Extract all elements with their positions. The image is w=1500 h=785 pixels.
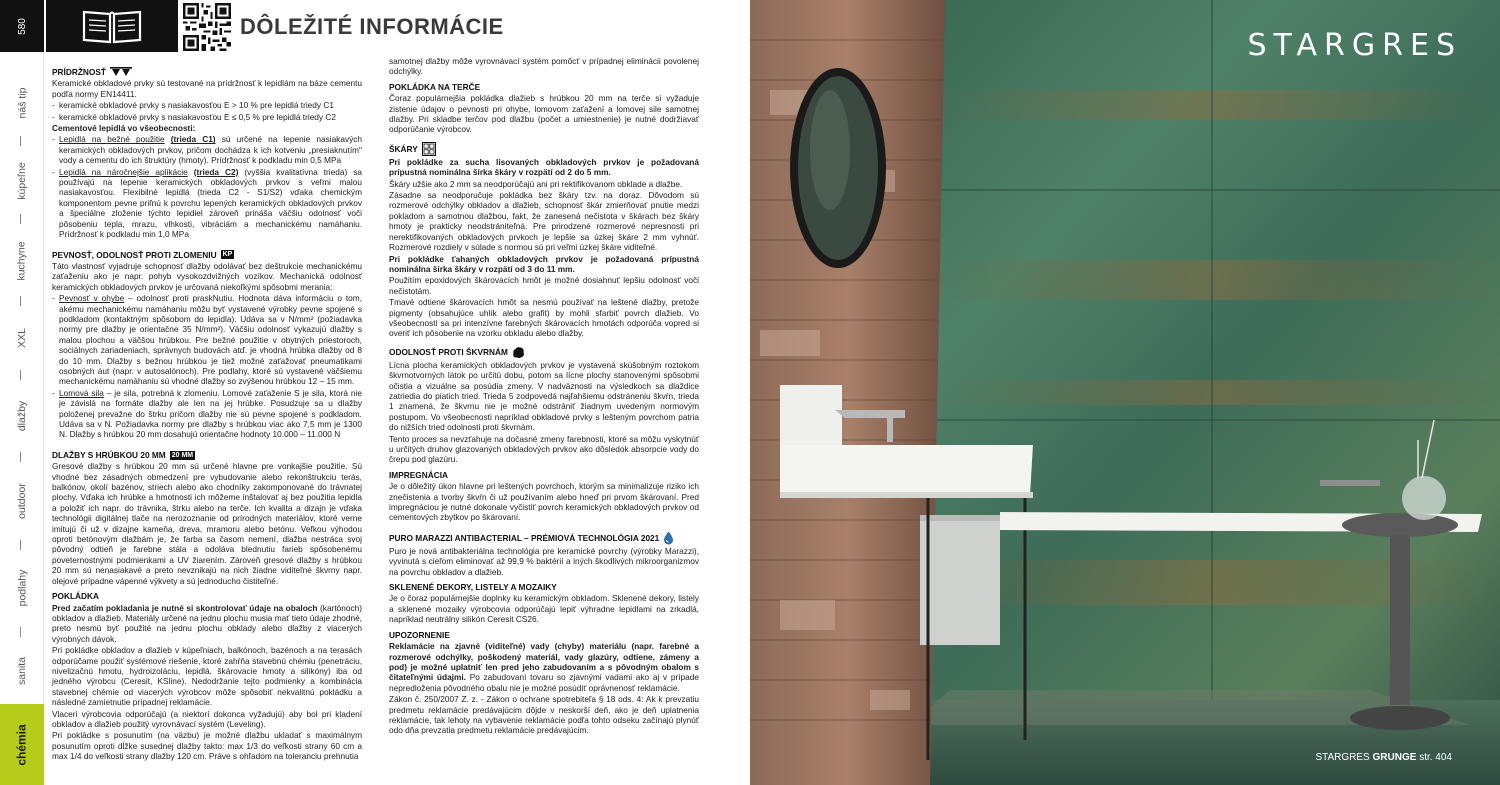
tab-separator [20, 136, 21, 146]
section-heading-pokladka: POKLÁDKA [52, 591, 100, 602]
tab-separator [20, 214, 21, 224]
tab-chemia[interactable]: chémia [0, 704, 44, 785]
tab-separator [20, 540, 21, 550]
section-heading-antibacterial: PURO MARAZZI ANTIBACTERIAL – PRÉMIOVÁ TECHNOLÓGIA 2021 [389, 531, 699, 545]
tab-dlazby[interactable]: dlažby [15, 400, 28, 432]
tab-sanita[interactable]: sanita [16, 656, 28, 686]
tab-separator [20, 296, 21, 306]
section-heading-dlazby-20mm: DLAŽBY S HRÚBKOU 20 MM 20 MM [52, 449, 194, 460]
stargres-logo: STARGRES [1247, 28, 1462, 63]
tab-kuchyne[interactable]: kuchyne [15, 241, 28, 281]
list-item: - Lepidlá na náročnejšie aplikácie (trieda C2) (vyššia kvalitatívna trieda) sa používajú na lepenie keramických obkladových prvkov s veľmi malou nasiakavosťou. Flexibilné lepidlá (trieda C2 - S1/S2) vďaka chemickým komponentom pevne priľnú k povrchu lepených keramických obkladových prvkov a špeciálne zloženie týchto lepidiel zároveň prináša väčšiu odolnosť voči pôsobeniu tepla, mrazu, vlhkosti, vibráciám a mechanickému namáhaniu. Prídržnosť k podkladu min 1,0 MPa [52, 167, 362, 240]
paragraph: Pri pokládke obkladov a dlažieb v kúpeľniach, balkónoch, bazénoch a na terasách odporúčame použiť systémové riešenie, ktoré zahŕňa stavebnú chémiu (penetráciu, nivelizačnú hmotu, hydroizoláciu, lepidlá, škárovacie hmoty a silikóny) iba od jedného výrobcu (Ceresit, KSline). Nedodržanie tejto podmienky a kombinácia stavebnej chémie od viacerých výrobcov môže spôsobiť nekvalitnú pokládku a následné zamietnutie prípadnej reklamácie. [52, 645, 362, 708]
section-heading-terce: POKLÁDKA NA TERČE [389, 81, 481, 92]
paragraph: Táto vlastnosť vyjadruje schopnosť dlažby odolávať bez deštrukcie mechanickému zaťaženiu ako je napr. pohyb vysokozdvižných vozíkov. Mechanická odolnosť keramických obkladových prvkov je určovaná niekoľkými spôsobmi merania: [52, 260, 362, 292]
stain-icon [512, 346, 525, 359]
paragraph: Zásadne sa neodporučuje pokládka bez škáry tzv. na doraz. Dôvodom sú rozmerové odchýlky obkladov a dlažieb, schopnosť škár zmierňovať pnutie medzi pokladom a samotnou dlažbou, fakt, že zanesená nečistota v škárach bez škáry hmoty je prakticky neodstrániteľná. Pre prirodzené rozmerové nepresnosti pri nerektifikovaných obkladových prvkoch je lepšie sa úzkej škáre 2 mm vyhnúť. Rozmerové rozdiely v súlade s normou sú pri veľmi úzkej škáre viditeľné. [389, 190, 699, 253]
bathroom-scene-illustration [750, 0, 1500, 785]
page-title: DÔLEŽITÉ INFORMÁCIE [240, 14, 504, 39]
water-drop-icon [663, 531, 674, 545]
section-heading-upozornenie: UPOZORNENIE [389, 629, 450, 640]
subheading: Cementové lepidlá vo všeobecnosti: [52, 123, 196, 134]
section-heading-pridrznost: PRÍDRŽNOSŤ [52, 67, 362, 77]
paragraph: Gresové dlažby s hrúbkou 20 mm sú určené hlavne pre vonkajšie použitie. Sú vhodné bez zásadných obmedzení pre vybudovanie alebo rekonštrukciu terás, balkónov, okolí bazénov, striech alebo ako chodníky zakomponované do trávnatej plochy. Vďaka ich hrúbke a hmotnosti ich môžeme inštalovať aj bez použitia lepidla a položiť ich napr. do trávnika, štrku alebo na terče. Ich kvalita a dizajn je vďaka technológii digitálnej tlače na nerozoznanie od prírodných materiálov, ktoré verne imitujú či už v dizajne kameňa, dreva, mramoru alebo betónu. Veľkou výhodou oproti betónovým dlažbám je, že farba sa časom nemení, dlažba nestráca svoj pôvodný odtieň je farebne stála a odoláva blednutiu farieb spôsobenému poveternostnými podmienkami a UV žiarením. Zároveň gresové dlažby s hrúbkou 20 mm sú nenasiakavé a preto nevznikajú na nich žiadne viditeľné škvrny napr. olejové prípadne vápenné výkvety a sú jednoducho čistiteľné. [52, 461, 362, 586]
tab-xxl[interactable]: XXL [15, 328, 28, 348]
product-photo [750, 0, 1500, 785]
tab-outdoor[interactable]: outdoor [16, 483, 28, 519]
paragraph: Puro je nová antibakteriálna technológia pre keramické povrchy (výrobky Marazzi), vyvinutá s cieľom eliminovať až 99,9 % baktérií a iných škodlivých mikroorganizmov na povrchu obkladov a dlažieb. [389, 545, 699, 577]
paragraph: Tmavé odtiene škárovacích hmôt sa nesmú používať na leštené dlažby, pretože pigmenty (obsahujúce uhlík alebo grafit) by mohli sfarbiť povrch dlažieb. Vo všeobecnosti sa pri intenzívne farebných škárovacích hmotách odporúča vopred si overiť ich pôsobenie na vzorku obkladu alebo dlažby. [389, 297, 699, 339]
page-number: 580 [0, 0, 44, 52]
tab-separator [20, 370, 21, 380]
thickness-badge: 20 MM [171, 451, 194, 459]
photo-caption: STARGRES GRUNGE str. 404 [1315, 752, 1452, 763]
adhesion-icon [110, 67, 132, 77]
section-heading-skvrny: ODOLNOSŤ PROTI ŠKVRNÁM [389, 346, 699, 359]
paragraph: Škáry užšie ako 2 mm sa neodporúčajú ani pri rektifikovanom obklade a dlažbe. [389, 178, 683, 189]
list-item: - keramické obkladové prvky s nasiakavosťou E ≤ 0,5 % pre lepidlá triedy C2 [52, 112, 362, 122]
section-heading-pevnost: PEVNOSŤ, ODOLNOSŤ PROTI ZLOMENIU KP [52, 249, 233, 260]
tab-nas-tip[interactable]: náš tip [16, 87, 28, 119]
joint-grid-icon [422, 142, 436, 156]
paragraph: Pri pokládke ťahaných obkladových prvkov je požadovaná prípustná nominálna šírka škáry v rozpätí od 3 do 11 mm. [389, 253, 699, 274]
paragraph: Pri pokládke za sucha lisovaných obkladových prvkov je požadovaná prípustná nominálna šírka škáry v rozpätí od 2 do 5 mm. [389, 156, 699, 178]
list-item: - Lomová sila – je sila, potrebná k zlomeniu. Lomové zaťaženie S je sila, ktorá nie je závislá na formáte dlažby ale len na jej hrúbke. Posudzuje sa u dlažby položenej prevažne do štrku pričom dlažby nie sú pevne spojené s podkladom. Udáva sa v N. Požiadavka normy pre dlažby s hrúbkou viac ako 7,5 mm je 1300 N. Dlažby s hrúbkou 20 mm dosahujú orientačne hodnoty 10.000 – 11.000 N [52, 388, 362, 440]
paragraph: Čoraz populárnejšia pokládka dlažieb s hrúbkou 20 mm na terče si vyžaduje zistenie údajov o pevnosti pri ohybe, lomovom zaťažení a lomovej sile samotnej dlažby. Pri skladbe terčov pod dlažbu (počet a umiestnenie) je nutné dodržiavať odporúčanie výrobcov. [389, 93, 699, 135]
strength-badge: KP [222, 251, 233, 259]
paragraph: Pred začatím pokladania je nutné si skontrolovať údaje na obaloch (kartónoch) obkladov a dlažieb. Materiály určené na jednu plochu musia mať tieto údaje zhodné, preto nesmú byť použité na jednu plochu obklady alebo dlažby z viacerých výrobných dávok. [52, 602, 362, 644]
book-icon [46, 0, 178, 52]
section-heading-skary: ŠKÁRY [389, 142, 699, 156]
paragraph: Je o čoraz populárnejšie doplnky ku keramickým obkladom. Sklenené dekory, listely a sklenené mozaiky výrobcovia odporúčajú lepiť výhradne lepidlami na zrkadlá, napríklad neutrálny silikón Ceresit CS26. [389, 593, 699, 625]
paragraph: Pri pokládke s posunutím (na väzbu) je možné dlažbu ukladať s maximálnym posunutím oproti dĺžke susednej dlažby takto: max 1/3 do veľkosti strany 60 cm a max 1/4 do veľkosti strany dlažby 120 cm. Práve s ohľadom na toleranciu prehnutia [52, 730, 362, 762]
text-column-left [52, 62, 362, 763]
paragraph: Keramické obkladové prvky sú testované na prídržnosť k lepidlám na báze cementu podľa normy EN14411. [52, 78, 362, 99]
paragraph: Je o dôležitý úkon hlavne pri leštených povrchoch, ktorým sa minimalizuje riziko ich znečistenia a tvorby škvŕn či už používaním alebo hneď pri prvom škárovaní. Pred impregnáciou je nutné dokonale vyčistiť povrch keramických obkladových prvkov od cementových zbytkov po škárovaní. [389, 481, 699, 523]
paragraph: Vlaceri výrobcovia odporúčajú (a niektorí dokonca vyžadujú) aby bol pri kladení obkladov a dlažieb použitý vyrovnávací systém (Leveling). [52, 708, 362, 729]
section-heading-sklenene-dekory: SKLENENÉ DEKORY, LISTELY A MOZAIKY [389, 582, 557, 593]
tab-podlahy[interactable]: podlahy [16, 569, 28, 607]
paragraph: Použitím epoxidových škárovacích hmôt je možné dosiahnuť lepšiu odolnosť voči nečistotám. [389, 275, 699, 296]
paragraph: samotnej dlažby môže vyrovnávací systém pomôcť v prípadnej eliminácii povolenej odchýlky. [389, 56, 699, 77]
paragraph: Lícna plocha keramických obkladových prvkov je vystavená skúšobným roztokom škvrnotvorných látok po určitú dobu, potom sa lícne plochy stanovenými spôsobmi očistia a vizuálne sa posúdia zmeny. V nadväznosti na výsledkoch sa dlaždice zatriedia do piatich tried. Trieda 5 zodpovedá najľahšiemu odstráneniu škvŕn, trieda 1 znamená, že škvrnu nie je možné odstrániť žiadnym uvedeným normovým postupom. Vo všeobecnosti napríklad obkladové prvky s lešteným povrchom patria do nižších tried odolnosti proti škvrnám. [389, 359, 699, 433]
tab-kupelne[interactable]: kúpeľne [15, 162, 28, 200]
list-item: - keramické obkladové prvky s nasiakavosťou E > 10 % pre lepidlá triedy C1 [52, 100, 362, 110]
list-item: - Pevnosť v ohybe – odolnosť proti praskNutiu. Hodnota dáva informáciu o tom, akému mechanickému namáhaniu môžu byť vystavené výrobky pevne spojené s podkladom (kontaktným spôsobom do lepidla). Udáva sa v N/mm² (požiadavka normy pre dlažby je orientačne 35 N/mm²). Väčšiu odolnosť vykazujú dlažby s malou plochou a väčšou hrúbkou. Pre bežné použitie v obytných priestoroch, sociálnych zariadeniach, správnych budovách atď. je vhodná hrúbka dlažby od 8 do 10 mm. Dlažby s bežnou hrúbkou je tiež možné zaťažovať pneumatikami osobných áut (napr. v autosalónoch). Pre podlahy, ktoré sú vystavené väčšiemu mechanickému namáhaniu sú vhodné dlažby so zvýšenou hrúbkou 12 – 15 mm. [52, 293, 362, 387]
paragraph: Zákon č. 250/2007 Z. z. - Zákon o ochrane spotrebiteľa § 18 ods. 4: Ak k prevzatiu predmetu reklamácie predávajúcim dôjde v neskorší deň, ako je deň uplatnenia reklamácie, tak lehoty na vybavenie reklamácie podľa tohto odseku začínajú plynúť odo dňa prevzatia predmetu reklamácie predávajúcim. [389, 694, 699, 736]
paragraph: Tento proces sa nevzťahuje na dočasné zmeny farebnosti, ktoré sa môžu vyskytnúť u určitých druhov glazovaných obkladových prvkov ako dôsledok absorpcie vody do črepu pod glazúru. [389, 433, 699, 465]
section-heading-impregnacia: IMPREGNÁCIA [389, 469, 449, 480]
paragraph: Reklamácie na zjavné (viditeľné) vady (chyby) materiálu (napr. farebné a rozmerové odchýlky, poškodený materiál, vady glazúry, odtiene, zámeny a pod) je možné uplatniť len pred jeho zabudovaním a s pôvodným obalom s čitateľnými údajmi. Po zabudovaní tovaru so zjavnými vadami ako aj v prípade nepredloženia pôvodného obalu nie je možné posúdiť oprávnenosť reklamácie. [389, 641, 699, 693]
text-column-right [389, 56, 699, 737]
list-item: - Lepidlá na bežné použitie (trieda C1) sú určené na lepenie nasiakavých keramických obkladových prvkov, pričom dochádza k ich kotveniu „presiaknutím" vody a cementu do ich štruktúry (hmoty). Prídržnosť k podkladu min 0,5 MPa [52, 134, 362, 165]
section-tabs [0, 0, 44, 785]
tab-separator [20, 452, 21, 462]
tab-separator [20, 627, 21, 637]
qr-code-icon[interactable] [183, 3, 231, 51]
